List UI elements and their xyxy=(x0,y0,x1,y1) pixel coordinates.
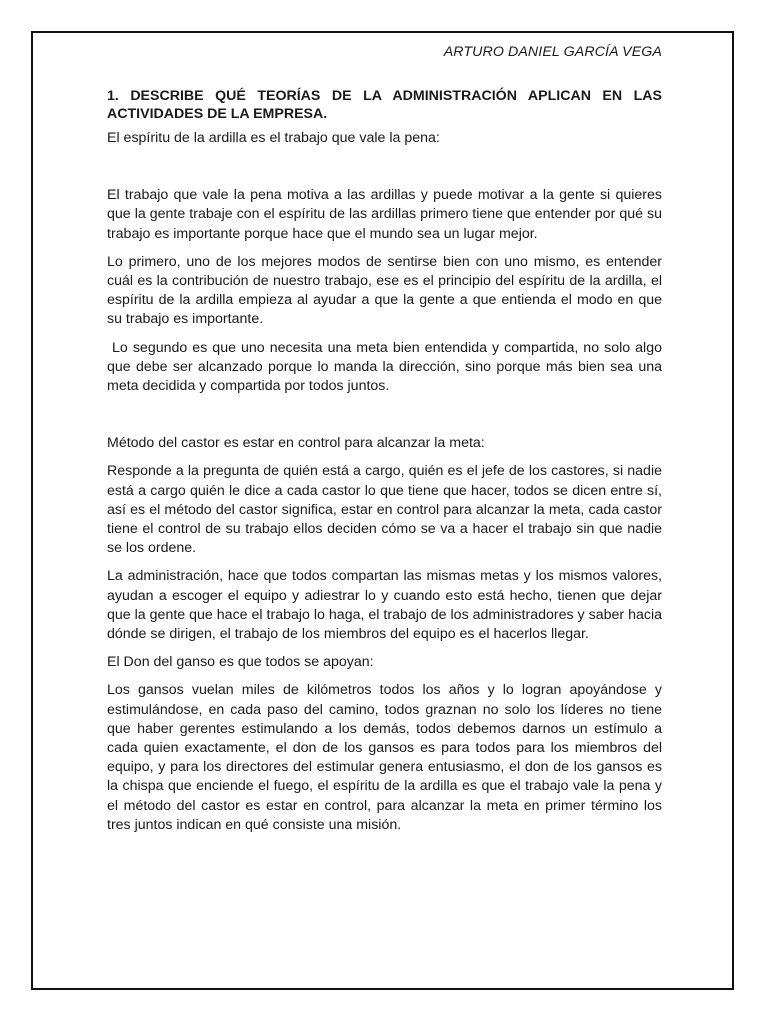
paragraph-ganso-heading: El Don del ganso es que todos se apoyan: xyxy=(107,654,374,671)
paragraph: Los gansos vuelan miles de kilómetros todos los años y lo logran apoyándose y estimulándose, en cada paso del camino, todos graznan no solo los líderes no tiene que haber gerentes estimulando a los demás, todos debemos darnos un estímulo a cada quien exactamente, el don de los gansos es para todos para los miembros del equipo, y para los directores del estimular genera entusiasmo, el don de los gansos es la chispa que enciende el fuego, el espíritu de la ardilla es que el trabajo vale la pena y el método del castor es estar en control, para alcanzar la meta en primer término los tres juntos indican en qué consiste una misión. xyxy=(107,682,662,833)
document-body xyxy=(107,43,666,844)
question-heading: 1. DESCRIBE QUÉ TEORÍAS DE LA ADMINISTRACIÓN APLICAN EN LAS ACTIVIDADES DE LA EMPRESA. xyxy=(107,88,662,122)
paragraph: Lo segundo es que uno necesita una meta bien entendida y compartida, no solo algo que debe ser alcanzado porque lo manda la dirección, sino porque más bien sea una meta decidida y compartida por todos juntos. xyxy=(107,339,666,395)
paragraph: La administración, hace que todos compartan las mismas metas y los mismos valores, ayudan a escoger el equipo y adiestrar lo y cuando esto está hecho, tienen que dejar que la gente que hace el trabajo lo haga, el trabajo de los administradores y saber hacia dónde se dirigen, el trabajo de los miembros del equipo es el hacerlos llegar. xyxy=(107,568,662,643)
author-name: ARTURO DANIEL GARCÍA VEGA xyxy=(443,44,662,60)
paragraph: El trabajo que vale la pena motiva a las ardillas y puede motivar a la gente si quieres que la gente trabaje con el espíritu de las ardillas primero tiene que entender por qué su trabajo es importante porque hace que el mundo sea un lugar mejor. xyxy=(107,187,662,242)
paragraph: Responde a la pregunta de quién está a cargo, quién es el jefe de los castores, si nadie está a cargo quién le dice a cada castor lo que tiene que hacer, todos se dicen entre sí, así es el método del castor significa, estar en control para alcanzar la meta, cada castor tiene el control de su trabajo ellos deciden cómo se va a hacer el trabajo sin que nadie se los ordene. xyxy=(107,463,662,557)
paragraph-ardilla-heading: El espíritu de la ardilla es el trabajo que vale la pena: xyxy=(107,130,440,146)
paragraph: Lo primero, uno de los mejores modos de sentirse bien con uno mismo, es entender cuál es la contribución de nuestro trabajo, ese es el principio del espíritu de la ardilla, el espíritu de la ardilla empieza al ayudar a que la gente a que entienda el modo en que su trabajo es importante. xyxy=(107,253,662,328)
paragraph-castor-heading: Método del castor es estar en control para alcanzar la meta: xyxy=(107,435,485,452)
